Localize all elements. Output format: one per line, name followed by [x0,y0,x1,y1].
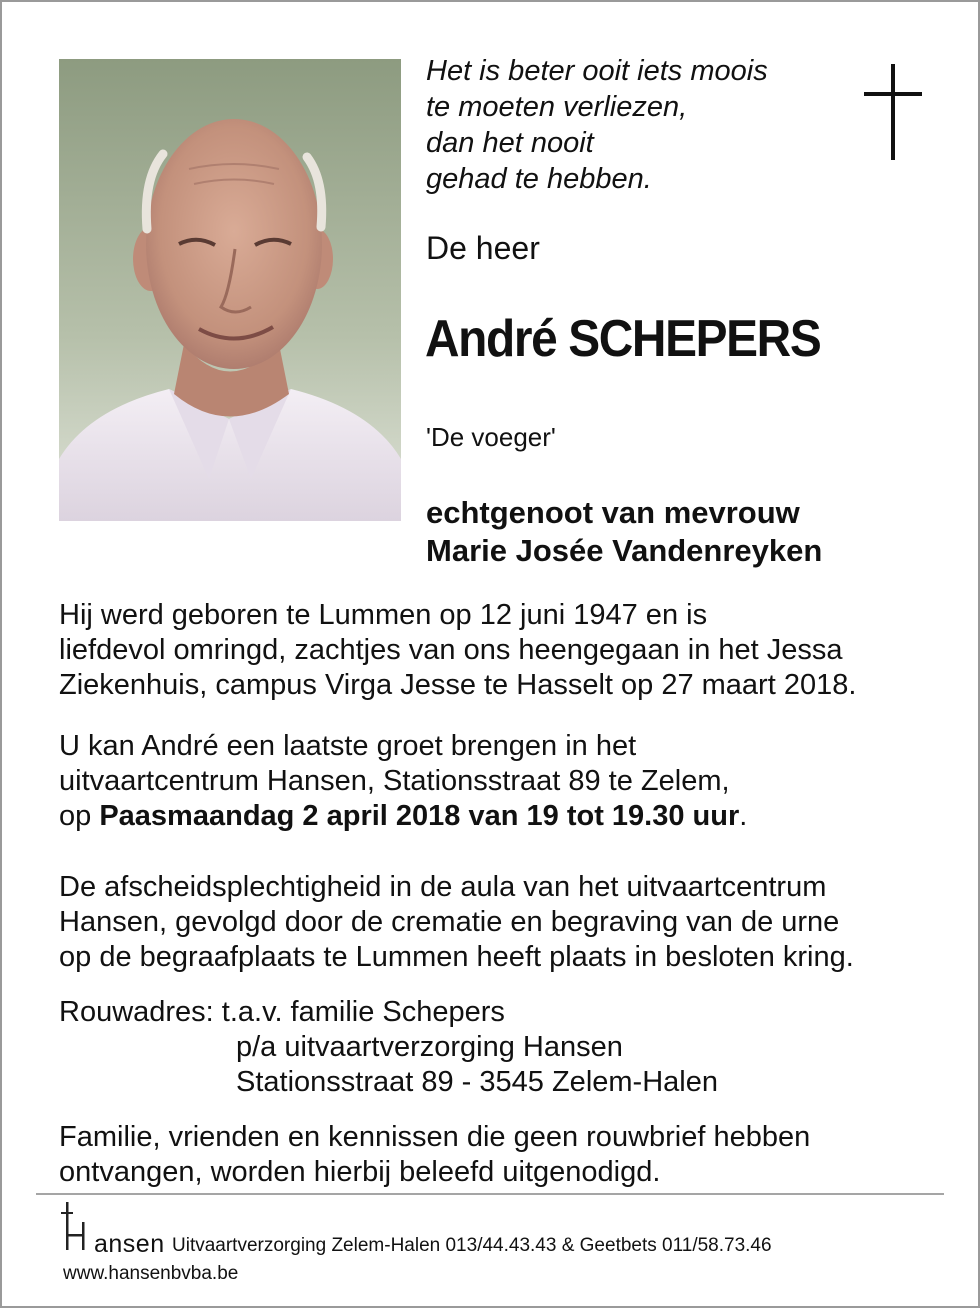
paragraph-line: U kan André een laatste groet brengen in het [59,730,637,762]
spouse-name: Marie Josée Vandenreyken [426,533,823,568]
footer-divider [36,1193,944,1195]
paragraph-line: op de begraafplaats te Lummen heeft plaats in besloten kring. [59,941,854,973]
nickname: 'De voeger' [426,422,556,452]
address-line: p/a uitvaartverzorging Hansen [236,1031,623,1063]
invitation-paragraph [59,1120,810,1190]
funeral-home-website: www.hansenbvba.be [63,1263,239,1284]
paragraph-line: Hij werd geboren te Lummen op 12 juni 1947 en is [59,599,708,631]
spouse-info [426,494,822,570]
honorific: De heer [426,230,540,266]
paragraph-line: Hansen, gevolgd door de crematie en begraving van de urne [59,906,840,938]
paragraph-line: liefdevol omringd, zachtjes van ons heengegaan in het Jessa [59,634,843,666]
funeral-home-brand: ansen [94,1230,165,1258]
memorial-poem [426,53,768,197]
cross-icon [864,64,922,160]
portrait-photo [59,59,401,521]
poem-line: te moeten verliezen, [426,91,688,123]
deceased-name: André SCHEPERS [425,310,821,368]
poem-line: gehad te hebben. [426,163,652,195]
paragraph-line: ontvangen, worden hierbij beleefd uitgenodigd. [59,1156,661,1188]
visit-suffix: . [739,800,748,832]
visit-paragraph [59,729,747,834]
funeral-home-contact: Uitvaartverzorging Zelem-Halen 013/44.43.43 & Geetbets 011/58.73.46 [172,1235,772,1256]
ceremony-paragraph [59,870,854,975]
paragraph-line [59,799,747,834]
birth-paragraph [59,598,856,703]
paragraph-line: Familie, vrienden en kennissen die geen rouwbrief hebben [59,1121,811,1153]
hansen-logo-icon [60,1200,92,1252]
spouse-line: echtgenoot van mevrouw [426,495,800,530]
visit-date-time: Paasmaandag 2 april 2018 van 19 tot 19.30 uur [99,800,740,832]
visit-prefix: op [59,800,100,832]
paragraph-line: De afscheidsplechtigheid in de aula van het uitvaartcentrum [59,871,827,903]
poem-line: Het is beter ooit iets moois [426,55,768,87]
address-line: Stationsstraat 89 - 3545 Zelem-Halen [236,1066,718,1098]
address-line: Rouwadres: t.a.v. familie Schepers [59,996,505,1028]
paragraph-line: uitvaartcentrum Hansen, Stationsstraat 89 te Zelem, [59,765,730,797]
poem-line: dan het nooit [426,127,594,159]
paragraph-line: Ziekenhuis, campus Virga Jesse te Hasselt op 27 maart 2018. [59,669,857,701]
mourning-address [59,995,718,1100]
